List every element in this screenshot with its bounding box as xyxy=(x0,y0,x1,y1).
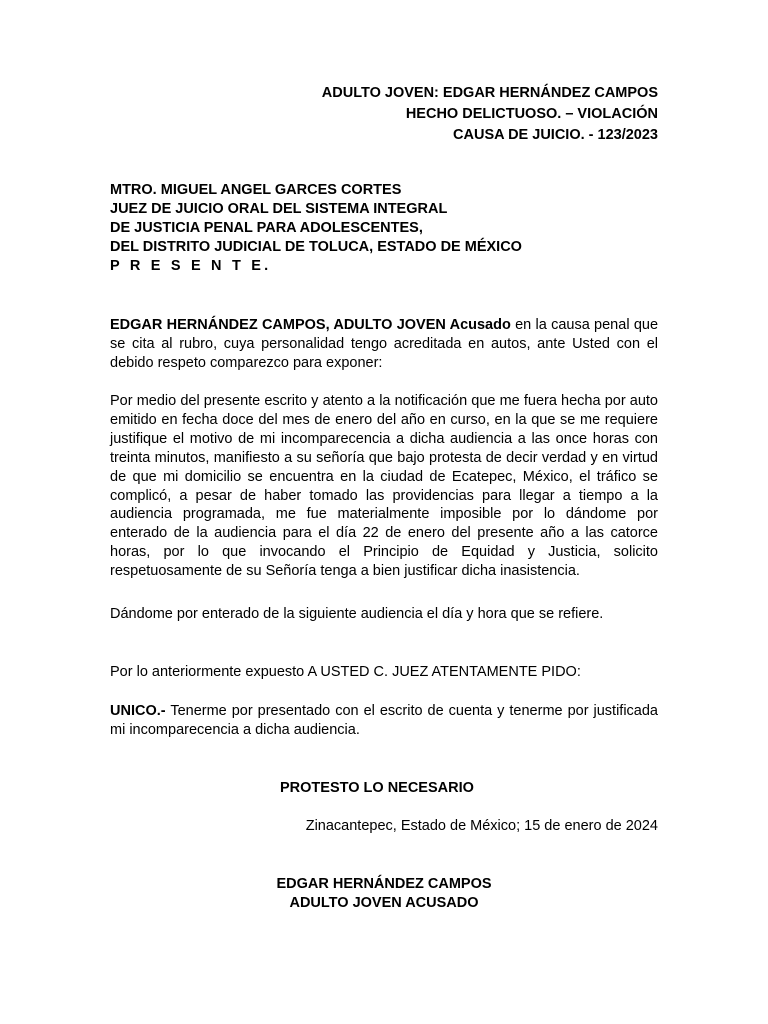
unico-text: Tenerme por presentado con el escrito de cuenta y tenerme por justificada mi incomparecencia a dicha audiencia. xyxy=(110,703,658,738)
header-offense: HECHO DELICTUOSO. – VIOLACIÓN xyxy=(405,106,658,122)
recipient-title-2: DE JUSTICIA PENAL PARA ADOLESCENTES, xyxy=(110,220,423,236)
protesto-line: PROTESTO LO NECESARIO xyxy=(280,780,474,796)
unico-paragraph xyxy=(110,702,658,740)
recipient-name: MTRO. MIGUEL ANGEL GARCES CORTES xyxy=(110,182,402,198)
body-paragraph xyxy=(110,392,658,581)
recipient-title-3: DEL DISTRITO JUDICIAL DE TOLUCA, ESTADO DE MÉXICO xyxy=(110,239,522,255)
intro-paragraph xyxy=(110,316,658,373)
body-text: Por medio del presente escrito y atento a la notificación que me fuera hecha por auto emitido en fecha doce del mes de enero del año en curso, en la que se me requiere justifique el motivo de mi incomparecencia a dicha audiencia a las once horas con treinta minutos, manifiesto a su señoría que bajo protesta de decir verdad y en virtud de que mi domicilio se encuentra en la ciudad de Ecatepec, México, el tráfico se complicó, a pesar de haber tomado las providencias para llegar a tiempo a la audiencia programada, me fue materialmente imposible por lo dándome por enterado de la audiencia para el día 22 de enero del presente año a las catorce horas, por lo que invocando el Principio de Equidad y Justicia, solicito respetuosamente de su Señoría tenga a bien justificar dicha inasistencia. xyxy=(110,393,658,580)
signature-block xyxy=(234,875,534,913)
signature-name: EDGAR HERNÁNDEZ CAMPOS xyxy=(276,876,492,892)
intro-text: en la causa penal que se cita al rubro, cuya personalidad tengo acreditada en autos, ante Usted con el debido respeto comparezco para exponer: xyxy=(110,317,659,371)
intro-bold-name: EDGAR HERNÁNDEZ CAMPOS, ADULTO JOVEN Acusado xyxy=(110,317,511,333)
case-header xyxy=(290,83,658,146)
petition-line: Por lo anteriormente expuesto A USTED C. JUEZ ATENTAMENTE PIDO: xyxy=(110,664,581,680)
header-case-number: CAUSA DE JUICIO. - 123/2023 xyxy=(453,127,658,143)
recipient-title-1: JUEZ DE JUICIO ORAL DEL SISTEMA INTEGRAL xyxy=(110,201,448,217)
recipient-block xyxy=(110,181,670,276)
signature-role: ADULTO JOVEN ACUSADO xyxy=(289,895,479,911)
place-date: Zinacantepec, Estado de México; 15 de enero de 2024 xyxy=(305,818,658,834)
unico-label: UNICO.- xyxy=(110,703,166,719)
body-last-line: Dándome por enterado de la siguiente audiencia el día y hora que se refiere. xyxy=(110,606,604,622)
header-defendant: ADULTO JOVEN: EDGAR HERNÁNDEZ CAMPOS xyxy=(321,85,658,101)
presente-line: P R E S E N T E. xyxy=(110,258,272,274)
